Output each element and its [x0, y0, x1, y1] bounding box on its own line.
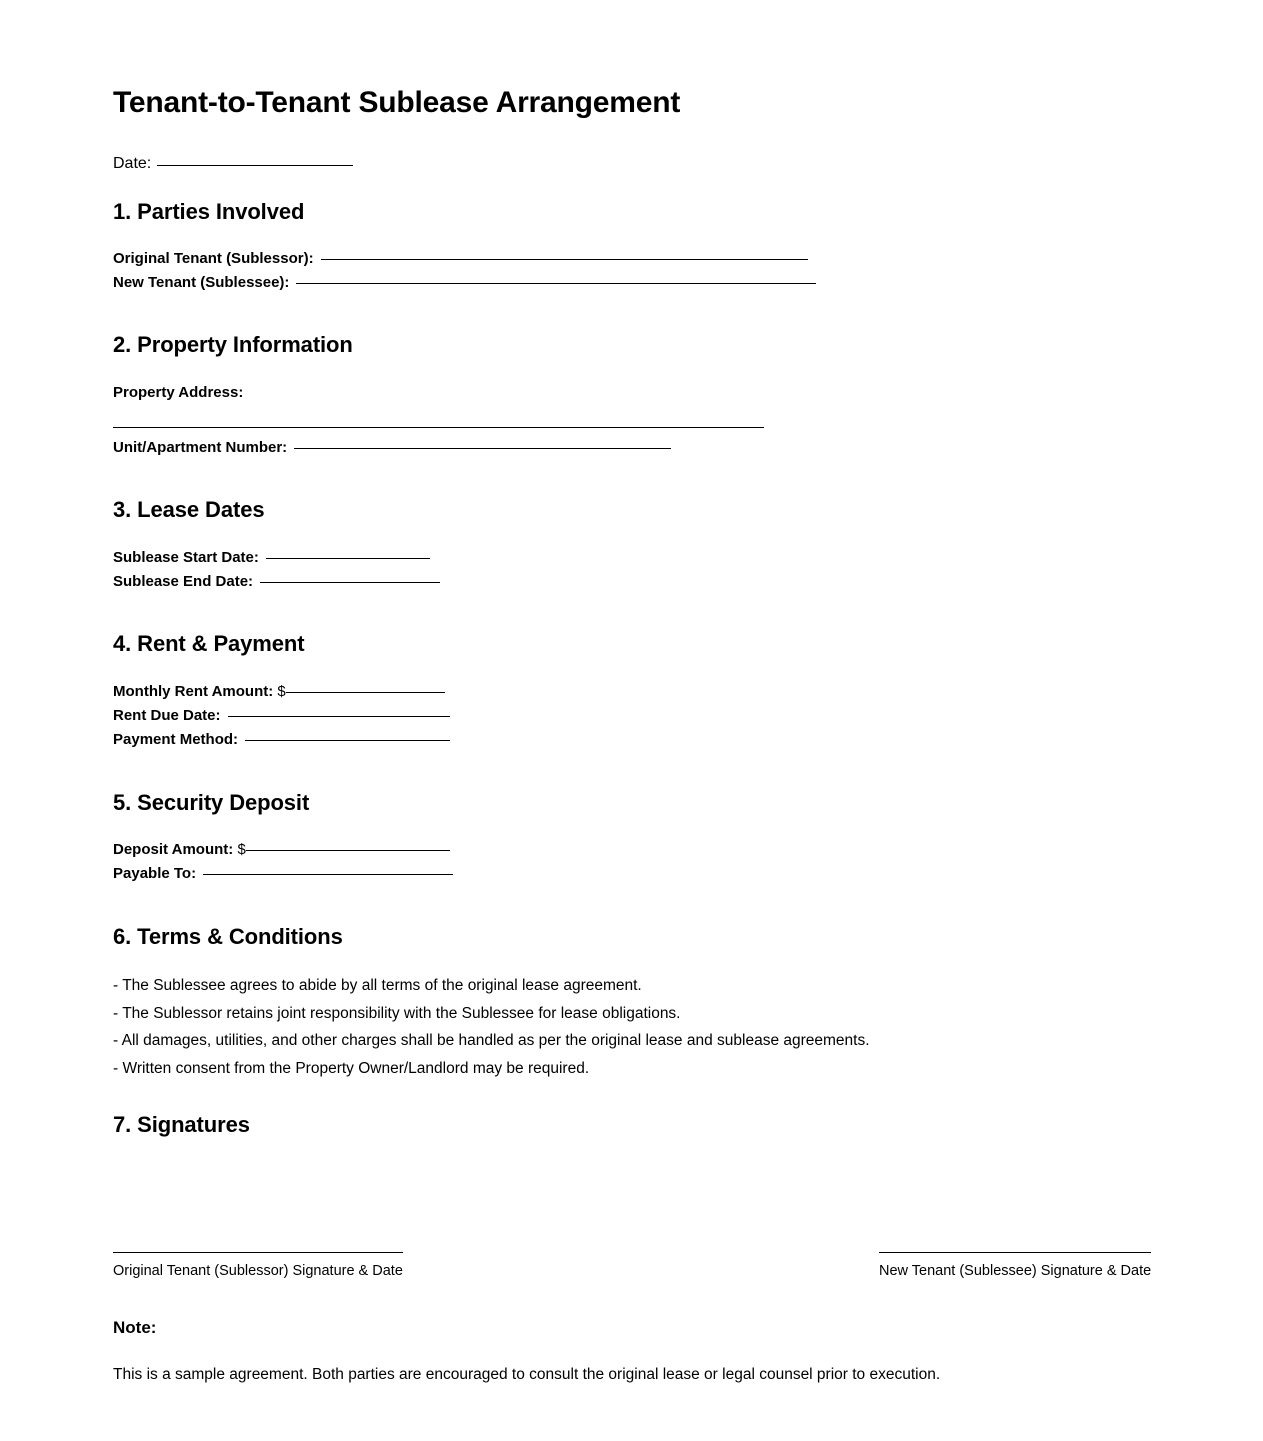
section-property-information	[113, 332, 1153, 460]
note-heading: Note:	[113, 1317, 157, 1337]
monthly-rent-label: Monthly Rent Amount:	[113, 682, 274, 700]
document-content	[113, 86, 1153, 1389]
terms-list	[113, 972, 1153, 1082]
list-item: - The Sublessee agrees to abide by all terms of the original lease agreement.	[113, 977, 642, 995]
list-item: - Written consent from the Property Owner/Landlord may be required.	[113, 1059, 590, 1077]
field-deposit-amount	[113, 838, 1153, 862]
signature-sublessee	[879, 1252, 1151, 1281]
field-new-tenant	[113, 271, 1153, 295]
section-heading-security-deposit: 5. Security Deposit	[113, 789, 310, 815]
list-item: - All damages, utilities, and other charges shall be handled as per the original lease and sublease agreements.	[113, 1032, 870, 1050]
unit-number-label: Unit/Apartment Number:	[113, 439, 288, 457]
section-parties-involved	[113, 199, 1153, 296]
section-heading-lease-dates: 3. Lease Dates	[113, 497, 265, 523]
property-address-fill-line[interactable]	[113, 427, 764, 428]
section-rent-payment	[113, 631, 1153, 752]
monthly-rent-fill-line[interactable]	[286, 692, 445, 693]
section-heading-property: 2. Property Information	[113, 332, 353, 358]
original-tenant-fill-line[interactable]	[321, 259, 808, 260]
field-rent-due-date	[113, 704, 1153, 728]
unit-number-fill-line[interactable]	[294, 448, 671, 449]
page-title: Tenant-to-Tenant Sublease Arrangement	[113, 86, 681, 119]
sublease-end-date-fill-line[interactable]	[260, 582, 440, 583]
deposit-currency-symbol: $	[237, 841, 246, 859]
note-body: This is a sample agreement. Both parties are encouraged to consult the original lease or legal counsel prior to execution.	[113, 1366, 941, 1384]
rent-due-date-label: Rent Due Date:	[113, 707, 221, 725]
sublease-end-date-label: Sublease End Date:	[113, 573, 254, 591]
signature-sublessor	[113, 1252, 403, 1281]
field-payable-to	[113, 862, 1153, 886]
section-security-deposit	[113, 790, 1153, 887]
payment-method-fill-line[interactable]	[245, 740, 450, 741]
field-unit-number	[113, 436, 1153, 460]
rent-due-date-fill-line[interactable]	[228, 716, 450, 717]
sublessee-signature-caption: New Tenant (Sublessee) Signature & Date	[879, 1262, 1152, 1279]
date-fill-line[interactable]	[157, 165, 353, 166]
sublessor-signature-caption: Original Tenant (Sublessor) Signature & Date	[113, 1262, 403, 1279]
field-sublease-start-date	[113, 546, 1153, 570]
field-original-tenant	[113, 247, 1153, 271]
payment-method-label: Payment Method:	[113, 731, 239, 749]
list-item: - The Sublessor retains joint responsibility with the Sublessee for lease obligations.	[113, 1004, 681, 1022]
section-heading-terms: 6. Terms & Conditions	[113, 923, 343, 949]
payable-to-fill-line[interactable]	[203, 874, 453, 875]
field-sublease-end-date	[113, 570, 1153, 594]
new-tenant-fill-line[interactable]	[296, 283, 816, 284]
payable-to-label: Payable To:	[113, 865, 197, 883]
deposit-amount-fill-line[interactable]	[246, 850, 450, 851]
section-signatures	[113, 1112, 1153, 1280]
rent-currency-symbol: $	[277, 682, 286, 700]
section-heading-signatures: 7. Signatures	[113, 1112, 250, 1138]
sublessee-signature-line[interactable]	[879, 1252, 1151, 1253]
field-monthly-rent-amount	[113, 680, 1153, 704]
section-heading-rent-payment: 4. Rent & Payment	[113, 631, 305, 657]
section-note	[113, 1318, 1153, 1389]
section-heading-parties: 1. Parties Involved	[113, 198, 305, 224]
field-payment-method	[113, 728, 1153, 752]
property-address-label: Property Address:	[113, 383, 244, 401]
date-field-row	[113, 155, 1153, 173]
sublease-start-date-fill-line[interactable]	[266, 558, 430, 559]
section-terms-conditions	[113, 924, 1153, 1083]
original-tenant-label: Original Tenant (Sublessor):	[113, 249, 314, 267]
sublease-start-date-label: Sublease Start Date:	[113, 548, 259, 566]
deposit-amount-label: Deposit Amount:	[113, 841, 234, 859]
signature-block	[113, 1161, 1153, 1281]
section-lease-dates	[113, 497, 1153, 594]
date-label: Date:	[113, 154, 152, 172]
new-tenant-label: New Tenant (Sublessee):	[113, 274, 290, 292]
sublessor-signature-line[interactable]	[113, 1252, 403, 1253]
